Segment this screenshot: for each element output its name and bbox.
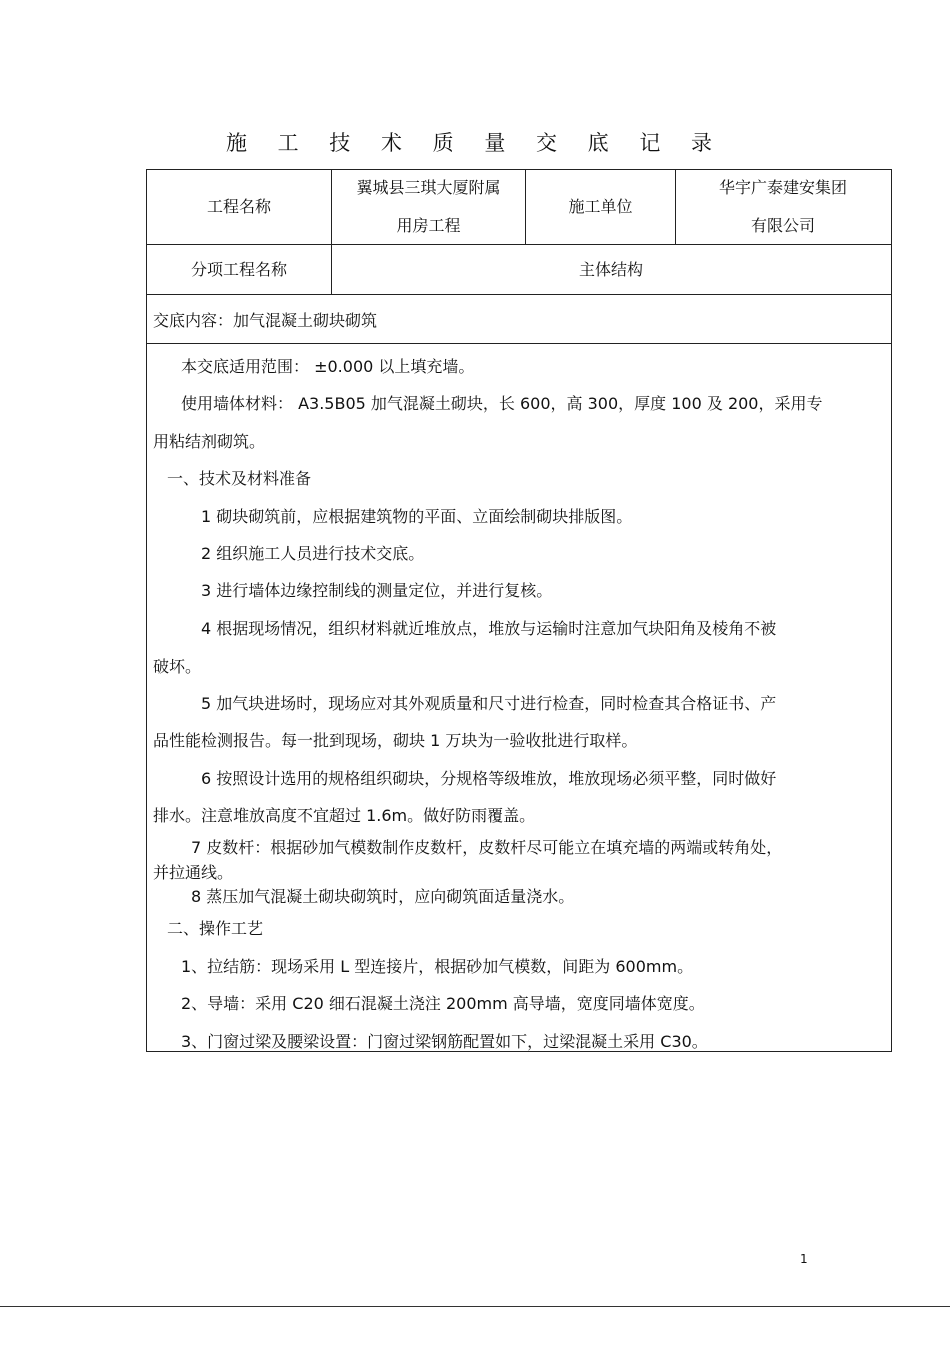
project-name-line1: 翼城县三琪大厦附属 — [356, 178, 501, 197]
item-3: 3 进行墙体边缘控制线的测量定位，并进行复核。 — [201, 581, 553, 600]
section1-heading: 一、技术及材料准备 — [167, 469, 312, 488]
item-2: 2 组织施工人员进行技术交底。 — [201, 544, 425, 563]
item-7-line1: 7 皮数杆：根据砂加气模数制作皮数杆，皮数杆尽可能立在填充墙的两端或转角处， — [191, 838, 783, 857]
item-5-line2: 品性能检测报告。每一批到现场，砌块 1 万块为一验收批进行取样。 — [153, 731, 638, 750]
project-name-label-cell — [147, 170, 331, 244]
process-3: 3、门窗过梁及腰梁设置：门窗过梁钢筋配置如下，过梁混凝土采用 C30。 — [181, 1032, 708, 1051]
section2-heading: 二、操作工艺 — [167, 919, 264, 938]
subproject-value-cell — [332, 245, 890, 294]
item-6-line2: 排水。注意堆放高度不宜超过 1.6m。做好防雨覆盖。 — [153, 806, 536, 825]
table-rule — [147, 294, 891, 295]
project-name-label: 工程名称 — [206, 197, 271, 216]
subproject-label: 分项工程名称 — [190, 259, 287, 279]
project-name-cell — [332, 170, 525, 244]
project-name-line2: 用房工程 — [396, 216, 461, 235]
materials-text-line2: 用粘结剂砌筑。 — [153, 432, 266, 451]
content-line: 交底内容：加气混凝土砌块砌筑 — [153, 311, 378, 330]
table-rule — [147, 343, 891, 344]
materials-text-line1: 使用墙体材料： A3.5B05 加气混凝土砌块，长 600，高 300，厚度 100 及 200，采用专 — [181, 394, 823, 413]
contractor-label: 施工单位 — [568, 197, 633, 216]
subproject-value: 主体结构 — [578, 259, 643, 279]
footer-rule — [0, 1306, 950, 1307]
item-8: 8 蒸压加气混凝土砌块砌筑时，应向砌筑面适量浇水。 — [191, 887, 575, 906]
record-table — [146, 169, 892, 1052]
item-5-line1: 5 加气块进场时，现场应对其外观质量和尺寸进行检查，同时检查其合格证书、产 — [201, 694, 777, 713]
subproject-label-cell — [147, 245, 331, 294]
contractor-line2: 有限公司 — [750, 216, 815, 235]
item-4-line2: 破坏。 — [153, 657, 202, 676]
process-2: 2、导墙：采用 C20 细石混凝土浇注 200mm 高导墙，宽度同墙体宽度。 — [181, 994, 705, 1013]
process-1: 1、拉结筋：现场采用 L 型连接片，根据砂加气模数，间距为 600mm。 — [181, 957, 694, 976]
scope-text: 本交底适用范围： ±0.000 以上填充墙。 — [181, 357, 475, 376]
contractor-cell — [676, 170, 890, 244]
document-title: 施 工 技 术 质 量 交 底 记 录 — [225, 131, 725, 155]
item-6-line1: 6 按照设计选用的规格组织砌块，分规格等级堆放，堆放现场必须平整，同时做好 — [201, 769, 777, 788]
contractor-line1: 华宇广泰建安集团 — [718, 178, 847, 197]
contractor-label-cell — [526, 170, 675, 244]
item-4-line1: 4 根据现场情况，组织材料就近堆放点，堆放与运输时注意加气块阳角及棱角不被 — [201, 619, 777, 638]
item-1: 1 砌块砌筑前，应根据建筑物的平面、立面绘制砌块排版图。 — [201, 507, 633, 526]
page-number: 1 — [800, 1252, 808, 1266]
item-7-line2: 并拉通线。 — [153, 863, 234, 882]
